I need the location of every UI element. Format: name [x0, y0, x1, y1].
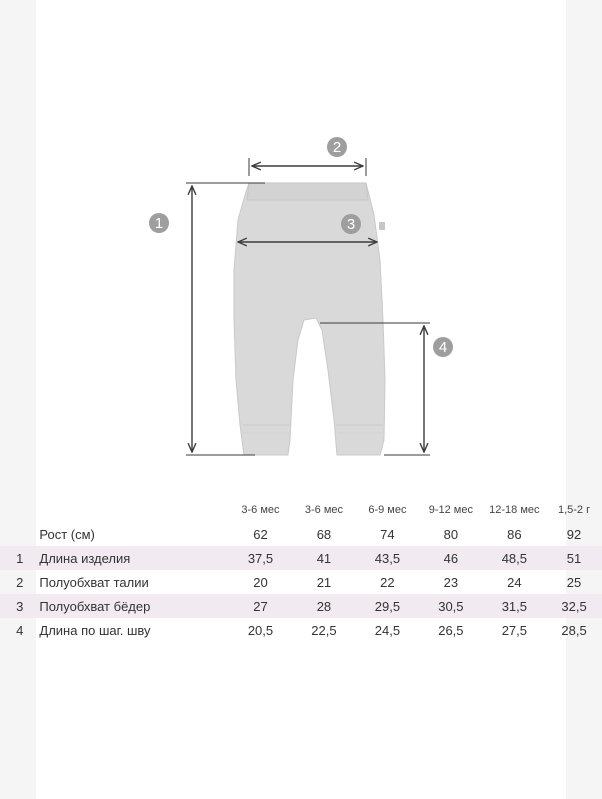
table-row-inseam	[0, 618, 602, 642]
row-number: 2	[16, 574, 24, 590]
row-number: 4	[16, 622, 24, 638]
size-header-cell: 3-6 мес	[304, 504, 343, 516]
marker-2-label: 2	[332, 139, 342, 156]
table-cell: 20	[253, 574, 268, 590]
table-cell: 74	[380, 526, 395, 542]
table-cell: 41	[292, 546, 355, 570]
table-cell: 24,5	[374, 622, 401, 638]
table-cell: 46	[419, 546, 482, 570]
table-cell: 20,5	[247, 622, 274, 638]
size-table	[0, 498, 602, 642]
table-cell: 21	[316, 574, 332, 590]
row-label: Длина изделия	[39, 546, 228, 570]
marker-1-label: 1	[154, 215, 164, 232]
pants-illustration	[234, 183, 385, 455]
table-cell: 80	[443, 526, 459, 542]
table-row-height	[0, 522, 602, 546]
size-header-cell: 9-12 мес	[428, 504, 473, 516]
size-header-cell: 3-6 мес	[241, 504, 280, 516]
table-cell: 32,5	[546, 594, 602, 618]
marker-3-label: 3	[346, 216, 356, 233]
table-cell: 30,5	[419, 594, 482, 618]
table-row-waist	[0, 570, 602, 594]
table-cell: 29,5	[356, 594, 419, 618]
table-cell: 92	[566, 526, 582, 542]
table-cell: 22	[380, 574, 395, 590]
table-cell: 24	[507, 574, 522, 590]
size-header-cell: 12-18 мес	[489, 504, 540, 516]
table-cell: 37,5	[229, 546, 292, 570]
table-cell: 28,5	[561, 622, 587, 638]
table-cell: 43,5	[356, 546, 419, 570]
table-row-hips	[0, 594, 602, 618]
row-label: Полуобхват бёдер	[39, 594, 228, 618]
table-cell: 86	[507, 526, 522, 542]
size-header-cell: 6-9 мес	[368, 504, 407, 516]
table-cell: 26,5	[438, 622, 464, 638]
size-header-row	[0, 498, 602, 522]
table-cell: 28	[292, 594, 355, 618]
row-number: 3	[0, 594, 39, 618]
table-row-length	[0, 546, 602, 570]
row-number	[0, 522, 39, 546]
row-label: Полуобхват талии	[39, 574, 149, 590]
row-number: 1	[0, 546, 39, 570]
table-cell: 62	[253, 526, 268, 542]
table-cell: 48,5	[483, 546, 546, 570]
row-label: Рост (см)	[39, 526, 95, 542]
marker-4-label: 4	[438, 339, 448, 356]
table-cell: 25	[566, 574, 582, 590]
row-label: Длина по шаг. шву	[39, 622, 151, 638]
table-cell: 27,5	[501, 622, 527, 638]
table-cell: 51	[546, 546, 602, 570]
measurement-waist	[249, 137, 366, 176]
table-cell: 23	[443, 574, 459, 590]
table-cell: 31,5	[483, 594, 546, 618]
size-header-cell: 1,5-2 г	[557, 504, 591, 516]
table-cell: 27	[229, 594, 292, 618]
size-chart-page	[16, 0, 591, 799]
table-cell: 68	[316, 526, 332, 542]
table-cell: 22,5	[311, 622, 337, 638]
